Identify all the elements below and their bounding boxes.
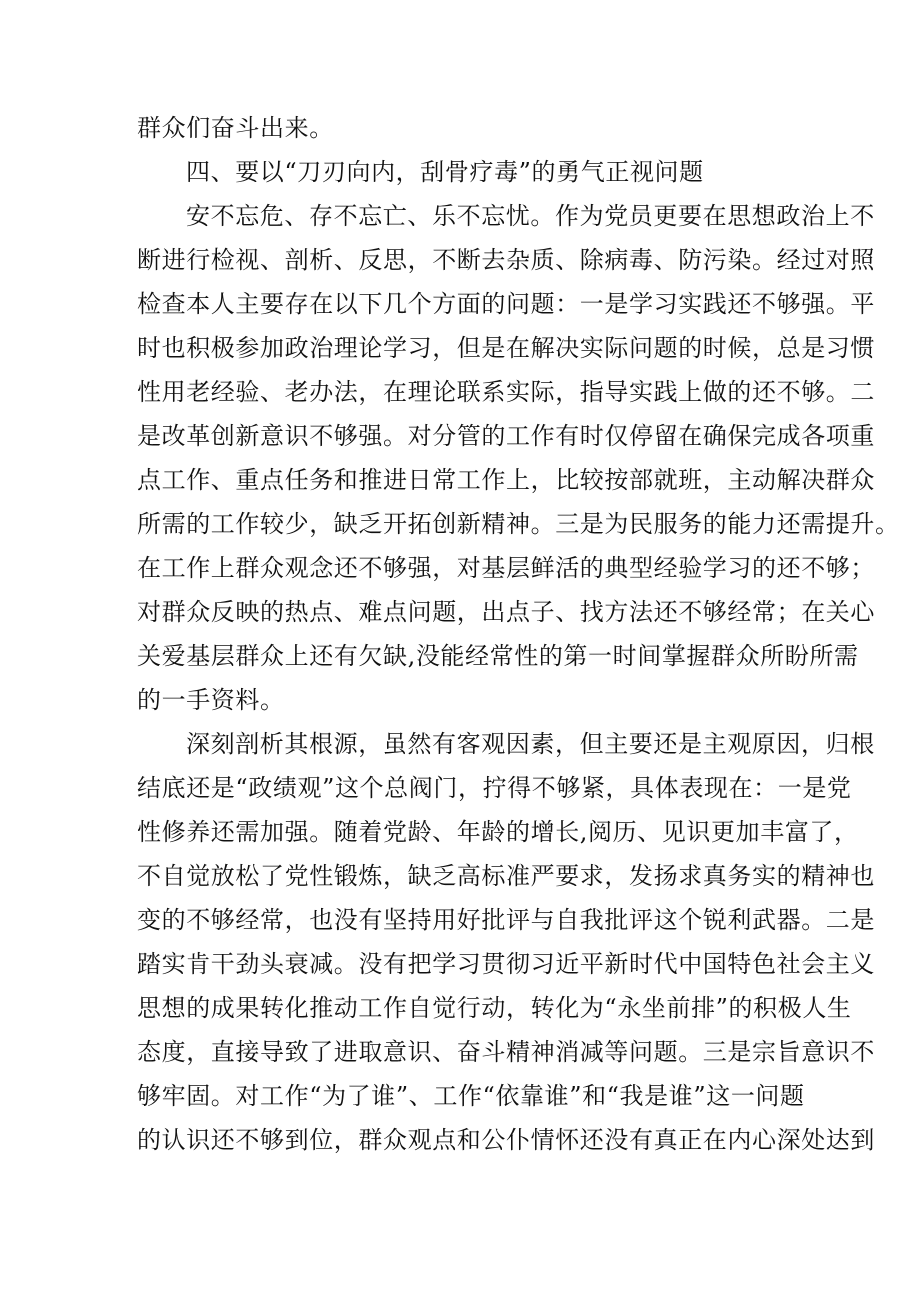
paragraph-2-line: 踏实肯干劲头衰减。没有把学习贯彻习近平新时代中国特色社会主义 [137, 950, 875, 978]
paragraph-1-line: 性用老经验、老办法，在理论联系实际，指导实践上做的还不够。二 [137, 378, 875, 406]
paragraph-1-line: 在工作上群众观念还不够强，对基层鲜活的典型经验学习的还不够； [137, 554, 875, 582]
paragraph-2-line: 深刻剖析其根源，虽然有客观因素，但主要还是主观原因，归根 [186, 730, 875, 758]
paragraph-2-line: 够牢固。对工作“为了谁”、工作“依靠谁”和“我是谁”这一问题 [137, 1082, 805, 1110]
text-line: 群众们奋斗出来。 [137, 114, 334, 142]
paragraph-1-line: 安不忘危、存不忘亡、乐不忘忧。作为党员更要在思想政治上不 [186, 202, 875, 230]
paragraph-1-line: 所需的工作较少，缺乏开拓创新精神。三是为民服务的能力还需提升。 [137, 510, 900, 538]
paragraph-2-line: 性修养还需加强。随着党龄、年龄的增长,阅历、见识更加丰富了， [137, 818, 859, 846]
paragraph-2-line: 不自觉放松了党性锻炼，缺乏高标准严要求，发扬求真务实的精神也 [137, 862, 875, 890]
paragraph-1-line: 时也积极参加政治理论学习，但是在解决实际问题的时候，总是习惯 [137, 334, 875, 362]
paragraph-2-line: 变的不够经常，也没有坚持用好批评与自我批评这个锐利武器。二是 [137, 906, 875, 934]
paragraph-1-line: 断进行检视、剖析、反思，不断去杂质、除病毒、防污染。经过对照 [137, 246, 875, 274]
paragraph-2-line: 思想的成果转化推动工作自觉行动，转化为“永坐前排”的积极人生 [137, 994, 852, 1022]
paragraph-1-line: 对群众反映的热点、难点问题，出点子、找方法还不够经常；在关心 [137, 598, 875, 626]
paragraph-1-line: 的一手资料。 [137, 686, 285, 714]
paragraph-2-line: 态度，直接导致了进取意识、奋斗精神消减等问题。三是宗旨意识不 [137, 1038, 875, 1066]
paragraph-1-line: 是改革创新意识不够强。对分管的工作有时仅停留在确保完成各项重 [137, 422, 875, 450]
paragraph-2-line: 的认识还不够到位，群众观点和公仆情怀还没有真正在内心深处达到 [137, 1126, 875, 1154]
paragraph-1-line: 检查本人主要存在以下几个方面的问题：一是学习实践还不够强。平 [137, 290, 875, 318]
paragraph-1-line: 关爱基层群众上还有欠缺,没能经常性的第一时间掌握群众所盼所需 [137, 642, 859, 670]
section-heading: 四、要以“刀刃向内，刮骨疗毒”的勇气正视问题 [186, 158, 704, 186]
paragraph-1-line: 点工作、重点任务和推进日常工作上，比较按部就班，主动解决群众 [137, 466, 875, 494]
paragraph-2-line: 结底还是“政绩观”这个总阀门，拧得不够紧，具体表现在：一是党 [137, 774, 852, 802]
